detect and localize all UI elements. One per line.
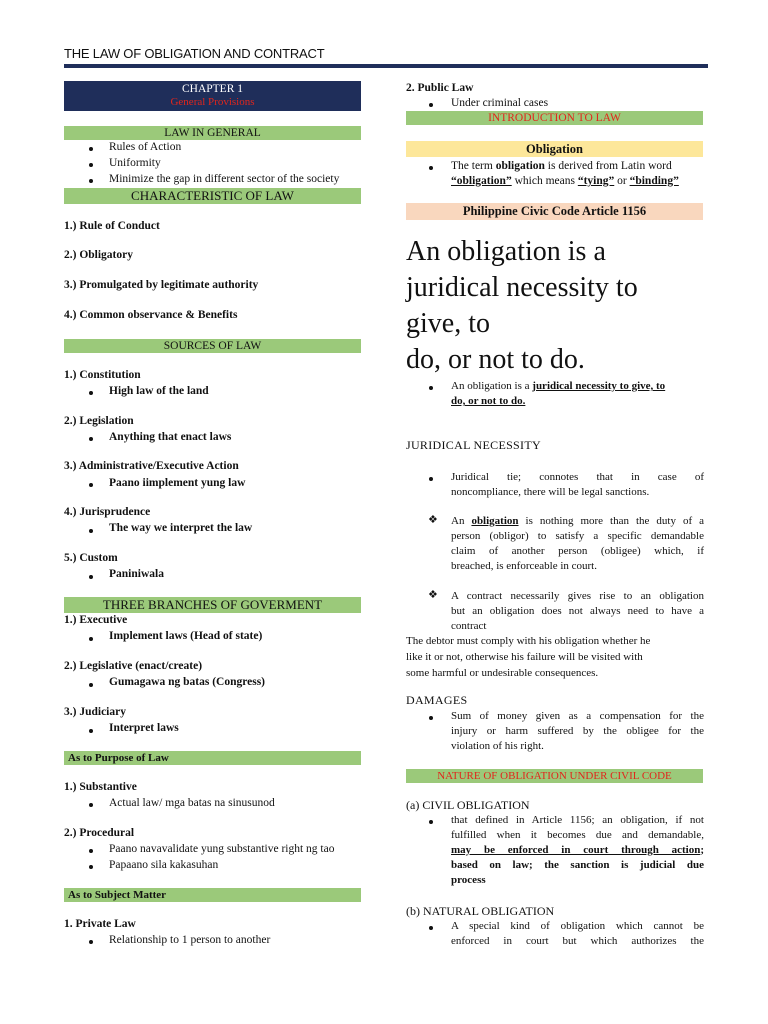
text: is nothing more than the duty of a [518,515,704,527]
bullet-icon [89,147,93,151]
text: claim of another person (obligee) which, if [451,545,704,557]
text: or [614,175,630,187]
bullet-icon [89,803,93,807]
civil-obligation-definition [451,813,704,888]
sources-heading: SOURCES OF LAW [64,339,361,353]
list-item: Rules of Action [109,141,182,153]
text: some harmful or undesirable consequences. [406,667,599,679]
text: An [451,515,472,527]
bullet-icon [89,163,93,167]
nature-heading: NATURE OF OBLIGATION UNDER CIVIL CODE [406,769,703,783]
text: process [451,874,486,886]
bullet-icon [429,386,433,390]
sub-item: The way we interpret the law [109,522,253,534]
civil-obligation-label: (a) CIVIL OBLIGATION [406,798,530,812]
list-item: 3.) Judiciary [64,706,126,718]
list-item: 3.) Administrative/Executive Action [64,460,239,472]
sub-item: Paniniwala [109,568,164,580]
bullet-icon [429,820,433,824]
damages-definition [451,709,704,754]
bullet-icon [89,575,93,579]
text: breached, is enforceable in court. [451,560,597,572]
sub-item: Anything that enact laws [109,431,232,443]
big-quote [406,234,638,378]
law-in-general-heading: LAW IN GENERAL [64,126,361,140]
list-item: 1.) Constitution [64,369,141,381]
sub-item: Relationship to 1 person to another [109,934,271,946]
underlined-text: juridical necessity to give, to [532,380,666,392]
natural-obligation-definition [451,919,704,949]
text: Juridical tie; connotes that in case of [451,471,704,483]
page-title: THE LAW OF OBLIGATION AND CONTRACT [64,46,325,61]
bullet-icon [89,437,93,441]
bullet-icon [89,849,93,853]
text: violation of his right. [451,740,544,752]
text: contract [451,620,487,632]
bullet-icon [89,179,93,183]
underlined-text: do, or not to do. [451,395,526,407]
term: obligation [495,160,545,172]
sub-item: Gumagawa ng batas (Congress) [109,676,266,688]
text: like it or not, otherwise his failure will be visited with [406,651,643,663]
sub-item: Papaano sila kakasuhan [109,859,219,871]
diamond-icon: ❖ [428,514,438,526]
bullet-icon [429,477,433,481]
latin-word: “obligation” [451,175,512,187]
obligation-heading: Obligation [406,141,703,157]
list-item: 5.) Custom [64,552,118,564]
list-item: 2.) Legislation [64,415,134,427]
juridical-heading: JURIDICAL NECESSITY [406,438,541,452]
sub-item: Paano iimplement yung law [109,477,246,489]
list-item: 1. Private Law [64,918,136,930]
diamond-icon: ❖ [428,589,438,601]
chapter-banner [64,81,361,111]
text: based on law; the sanction is judicial due [451,859,704,871]
list-item: 4.) Jurisprudence [64,506,151,518]
sub-item: Interpret laws [109,722,179,734]
text: Sum of money given as a compensation for the [451,710,704,722]
bullet-icon [89,529,93,533]
binding-word: “binding” [629,175,679,187]
bullet-icon [429,166,433,170]
list-item: 1.) Rule of Conduct [64,220,160,232]
subject-heading: As to Subject Matter [64,888,361,902]
list-item: 3.) Promulgated by legitimate authority [64,279,259,291]
text: person (obligor) to satisfy a specific demandable [451,530,704,542]
branches-heading: THREE BRANCHES OF GOVERMENT [64,597,361,613]
text: The debtor must comply with his obligation whether he [406,635,651,647]
text: fulfilled when it becomes due and demandable, [451,829,704,841]
list-item: 2.) Obligatory [64,249,133,261]
list-item: Uniformity [109,157,161,169]
list-item: 2. Public Law [406,82,474,94]
list-item: 2.) Legislative (enact/create) [64,660,203,672]
sub-item: Implement laws (Head of state) [109,630,263,642]
bullet-icon [89,483,93,487]
bullet-icon [89,940,93,944]
obligation-duty [451,514,704,574]
text: noncompliance, there will be legal sanctions. [451,486,650,498]
text: which means [511,175,578,187]
intro-heading: INTRODUCTION TO LAW [406,111,703,125]
obligation-definition [451,159,704,189]
list-item: 4.) Common observance & Benefits [64,309,238,321]
text: A contract necessarily gives rise to an obligation [451,590,704,602]
text: that defined in Article 1156; an obligation, if not [451,814,704,826]
text: An obligation is a [451,380,533,392]
bullet-icon [89,683,93,687]
text: A special kind of obligation which cannot be [451,920,704,932]
tying-word: “tying” [577,175,615,187]
quote-line: do, or not to do. [406,344,585,375]
damages-heading: DAMAGES [406,693,468,707]
bullet-icon [89,637,93,641]
list-item: 2.) Procedural [64,827,135,839]
definition-bullet [451,379,704,409]
underlined-text: obligation [471,515,519,527]
text: injury or harm suffered by the obligee for the [451,725,704,737]
purpose-heading: As to Purpose of Law [64,751,361,765]
text: The term [451,160,496,172]
quote-line: An obligation is a [406,236,606,267]
list-item: 1.) Substantive [64,781,137,793]
sub-item: High law of the land [109,385,209,397]
sub-item: Actual law/ mga batas na sinusunod [109,797,275,809]
text: is derived from Latin word [544,160,672,172]
underlined-text: may be enforced in court through action [451,844,701,856]
characteristic-heading: CHARACTERISTIC OF LAW [64,188,361,204]
text: enforced in court but which authorizes the [451,935,704,947]
bullet-icon [89,729,93,733]
text: but an obligation does not always need to have a [451,605,704,617]
sub-item: Under criminal cases [451,97,549,109]
bullet-icon [89,391,93,395]
header-rule [64,64,708,68]
bullet-icon [429,716,433,720]
debtor-paragraph [406,633,706,681]
juridical-tie [451,470,704,500]
civic-code-heading: Philippine Civic Code Article 1156 [406,203,703,220]
chapter-title: CHAPTER 1 [181,83,244,95]
quote-line: give, to [406,308,490,339]
text: ; [700,844,704,856]
bullet-icon [429,103,433,107]
list-item: Minimize the gap in different sector of the society [109,173,340,185]
list-item: 1.) Executive [64,614,128,626]
sub-item: Paano navavalidate yung substantive right ng tao [109,843,335,855]
contract-note [451,589,704,634]
bullet-icon [429,926,433,930]
quote-line: juridical necessity to [406,272,638,303]
natural-obligation-label: (b) NATURAL OBLIGATION [406,904,555,918]
chapter-subtitle: General Provisions [170,96,255,108]
bullet-icon [89,865,93,869]
